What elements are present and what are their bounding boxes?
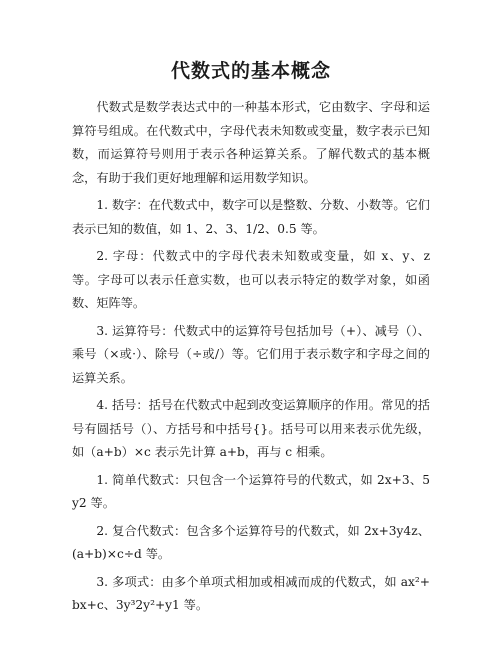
paragraph-polynomial: 3. 多项式：由多个单项式相加或相减而成的代数式，如 ax²+bx+c、3y³2y²+y1 等。 xyxy=(72,574,430,612)
paragraph-compound-expression: 2. 复合代数式：包含多个运算符号的代数式，如 2x+3y4z、(a+b)×c÷d 等。 xyxy=(72,523,430,561)
document-title: 代数式的基本概念 xyxy=(170,60,331,82)
paragraph-brackets: 4. 括号：括号在代数式中起到改变运算顺序的作用。常见的括号有圆括号（）、方括号和中括号{}。括号可以用来表示优先级，如（a+b）×c 表示先计算 a+b，再与 c 相乘。 xyxy=(72,398,430,459)
paragraph-numbers: 1. 数字：在代数式中，数字可以是整数、分数、小数等。它们表示已知的数值，如 1、2、3、1/2、0.5 等。 xyxy=(72,198,430,236)
paragraph-letters: 2. 字母：代数式中的字母代表未知数或变量，如 x、y、z 等。字母可以表示任意实数，也可以表示特定的数学对象，如函数、矩阵等。 xyxy=(72,249,430,310)
paragraph-intro: 代数式是数学表达式中的一种基本形式，它由数字、字母和运算符号组成。在代数式中，字母代表未知数或变量，数字表示已知数，而运算符号则用于表示各种运算关系。了解代数式的基本概念，有助于我们更好地理解和运用数学知识。 xyxy=(72,100,430,185)
paragraph-simple-expression: 1. 简单代数式：只包含一个运算符号的代数式，如 2x+3、5y2 等。 xyxy=(72,472,430,510)
paragraph-operators: 3. 运算符号：代数式中的运算符号包括加号（+）、减号（）、乘号（×或·）、除号（÷或/）等。它们用于表示数字和字母之间的运算关系。 xyxy=(72,323,430,385)
